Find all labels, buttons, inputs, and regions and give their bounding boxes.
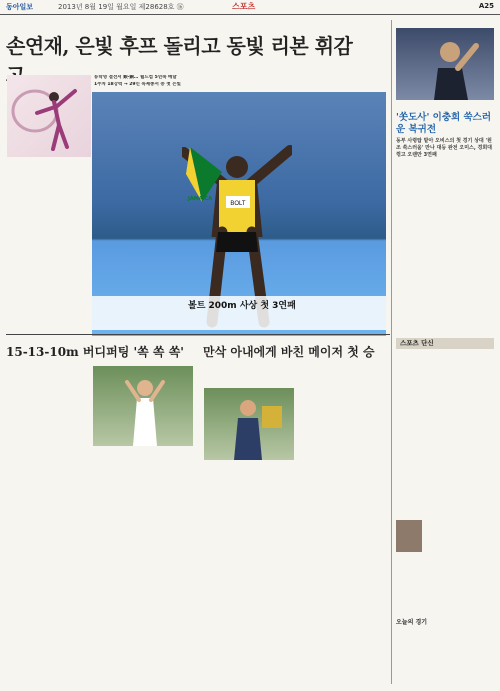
side-story-headline: '쏫도사' 이충희 쑥스러운 복귀전 [396,112,492,135]
bib-name-text: BOLT [230,201,246,207]
schedule-header: 오늘의 경기 [396,619,428,626]
column-divider [391,20,392,684]
section-divider [6,334,390,335]
gym-story-title: 류학영 결선서 銀·銅… 월드컵 5연속 메달 [94,75,177,80]
page-number: A25 [478,2,494,10]
coach-photo [396,28,494,100]
main-headline: 손연재, 은빛 후프 돌리고 동빛 리본 휘감 [6,34,353,58]
issue-date: 2013년 8월 19일 월요일 제28628호 ⑯ [58,3,184,11]
photo-caption-box [92,296,386,330]
gymnast-photo [7,75,91,157]
golf-headline-left: 15-13-10m 버디퍼팅 '쏙 쏙 쏙' [6,345,184,359]
photo-caption-title: 볼트 200m 사상 첫 3연패 [188,301,296,311]
flag-label: JAMAICA [188,196,212,202]
gym-story-subtitle: 1주차 18강력 → 29인 목제종서 중 첫 은빛 [94,82,181,87]
section-title: 스포츠 [232,2,256,11]
side-story-subtitle: 동부 사령탑 맡아 오비스의 첫 경기 상대 '원조 쑥스러움' 만나 대등 완전 오미스, 경희대 꺾고 오랜만 3연패 [396,138,492,158]
newspaper-logo: 동아일보 [6,3,34,11]
brief-photo [396,520,422,552]
page-header [0,0,500,15]
golf-headline-right: 만삭 아내에게 바친 메이저 첫 승 [203,345,375,359]
news-brief-header: 스포츠 단신 [396,338,494,349]
golfer-photo-right [204,388,294,460]
golfer-photo-left [93,366,193,446]
